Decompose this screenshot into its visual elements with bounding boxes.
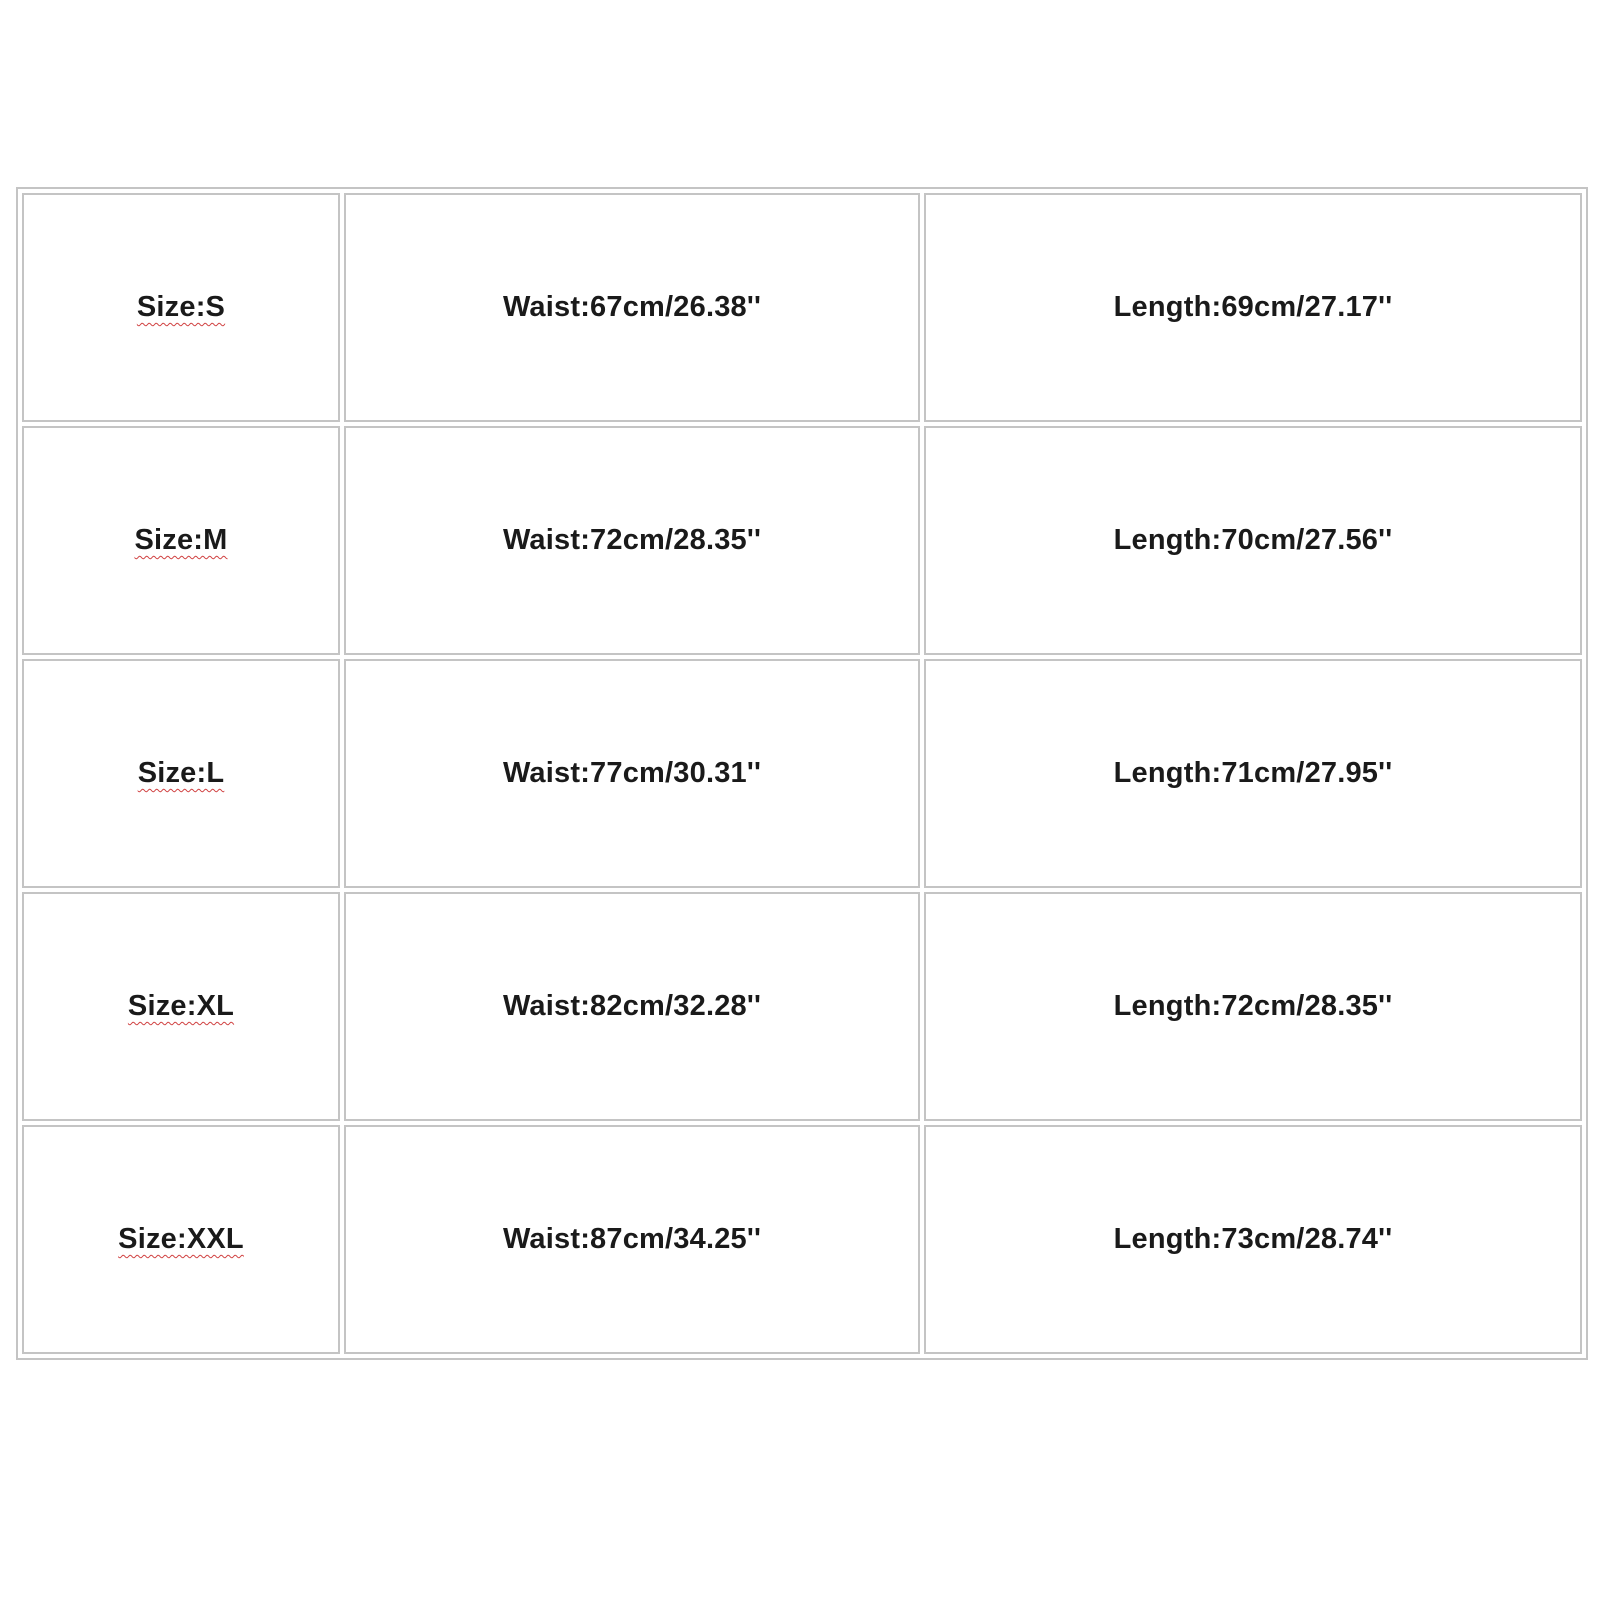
- table-row: [22, 659, 1582, 888]
- size-cell: [22, 426, 340, 655]
- size-cell: [22, 892, 340, 1121]
- waist-value: Waist:77cm/30.31'': [502, 757, 762, 789]
- waist-cell: [344, 892, 920, 1121]
- waist-cell: [344, 426, 920, 655]
- size-label: Size:L: [137, 757, 225, 789]
- size-label: Size:XL: [127, 990, 235, 1022]
- waist-value: Waist:87cm/34.25'': [502, 1223, 762, 1255]
- waist-cell: [344, 193, 920, 422]
- length-value: Length:71cm/27.95'': [1113, 757, 1393, 789]
- size-cell: [22, 659, 340, 888]
- length-cell: [924, 193, 1582, 422]
- length-value: Length:69cm/27.17'': [1113, 291, 1393, 323]
- table-row: [22, 193, 1582, 422]
- table-row: [22, 426, 1582, 655]
- length-value: Length:73cm/28.74'': [1113, 1223, 1393, 1255]
- table-row: [22, 1125, 1582, 1354]
- length-value: Length:72cm/28.35'': [1113, 990, 1393, 1022]
- size-chart-table: [16, 187, 1588, 1360]
- size-label: Size:M: [134, 524, 228, 556]
- waist-value: Waist:67cm/26.38'': [502, 291, 762, 323]
- waist-value: Waist:72cm/28.35'': [502, 524, 762, 556]
- table-row: [22, 892, 1582, 1121]
- length-cell: [924, 426, 1582, 655]
- waist-cell: [344, 1125, 920, 1354]
- size-label: Size:S: [136, 291, 226, 323]
- waist-value: Waist:82cm/32.28'': [502, 990, 762, 1022]
- length-cell: [924, 1125, 1582, 1354]
- size-cell: [22, 193, 340, 422]
- size-label: Size:XXL: [118, 1223, 244, 1255]
- length-value: Length:70cm/27.56'': [1113, 524, 1393, 556]
- length-cell: [924, 892, 1582, 1121]
- waist-cell: [344, 659, 920, 888]
- length-cell: [924, 659, 1582, 888]
- size-cell: [22, 1125, 340, 1354]
